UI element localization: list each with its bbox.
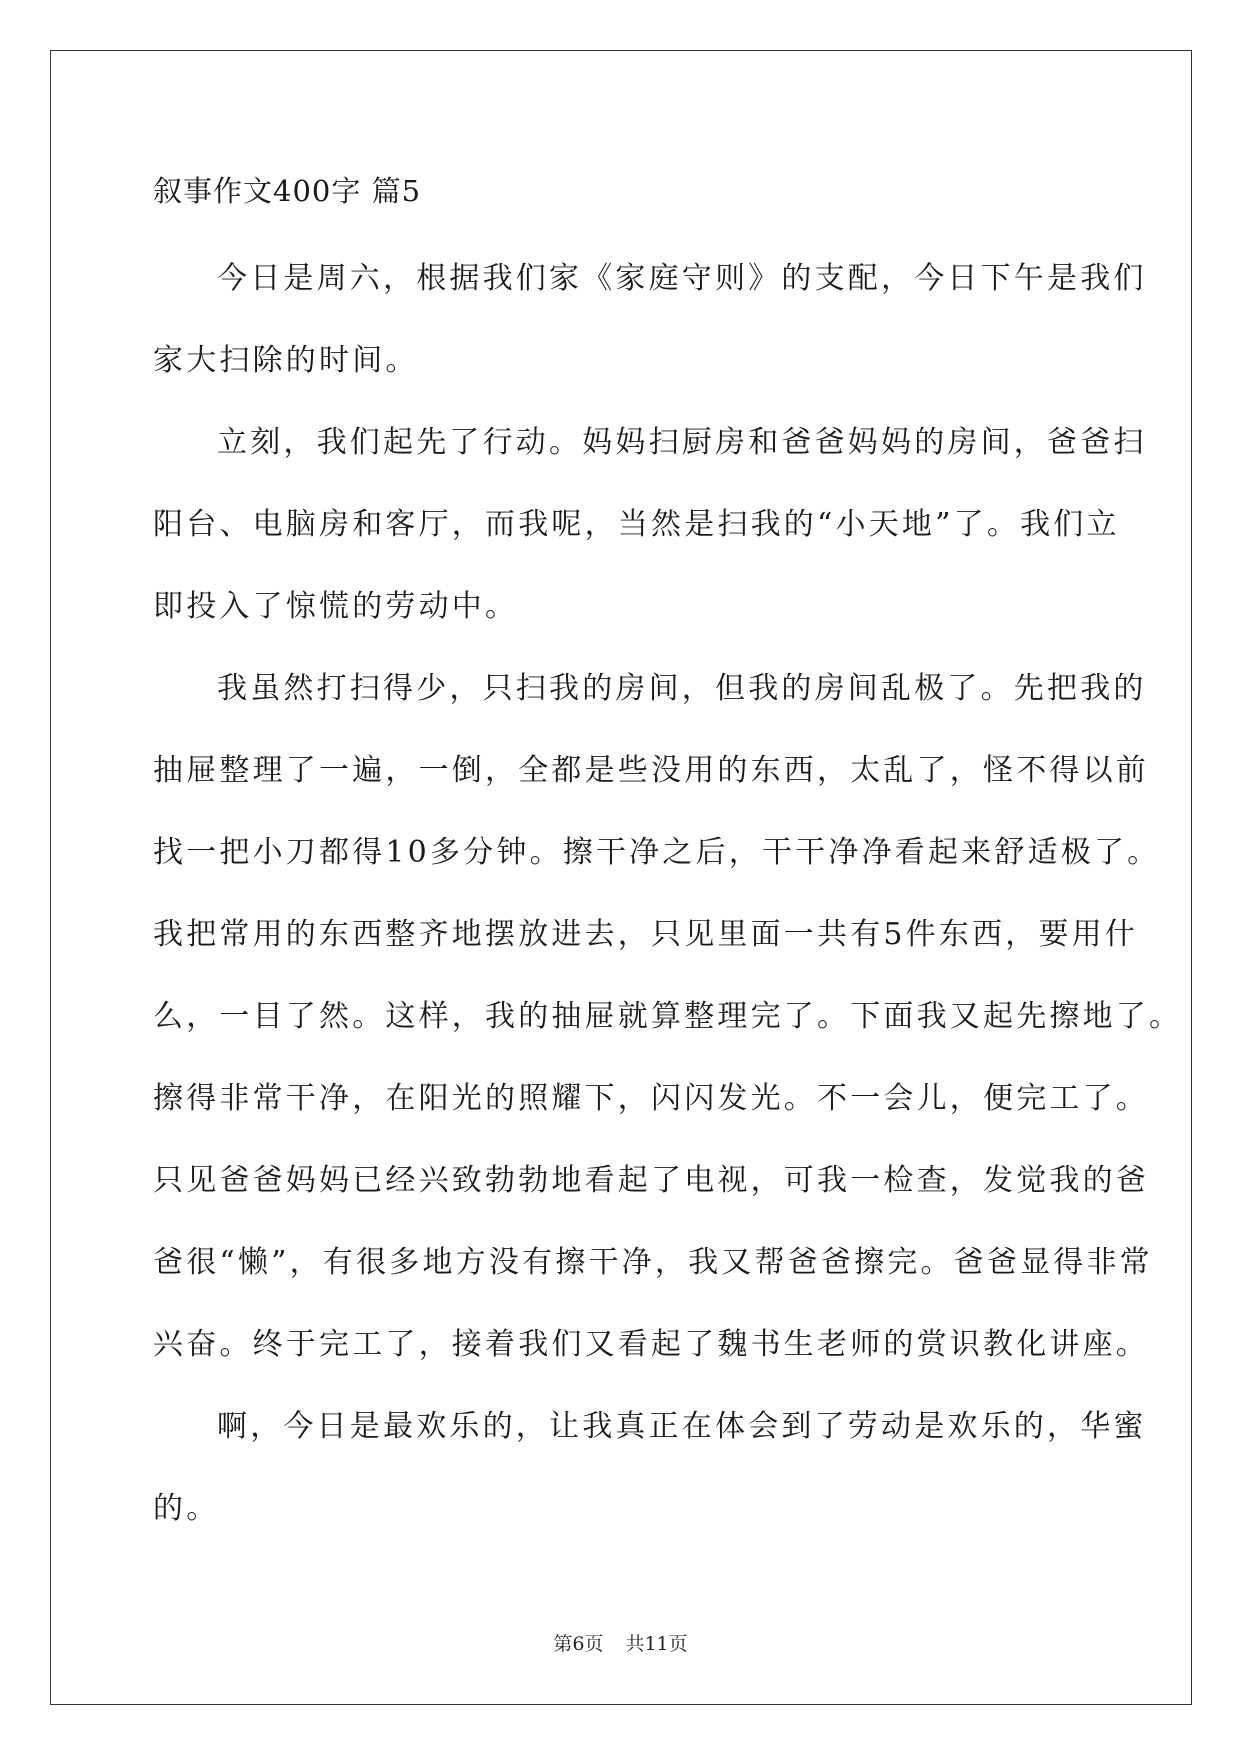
text-line: 只见爸爸妈妈已经兴致勃勃地看起了电视，可我一检查，发觉我的爸	[153, 1163, 1149, 1198]
page-footer	[0, 1632, 1241, 1656]
document-body	[153, 166, 1183, 1566]
document-title: 叙事作文400字 篇5	[153, 174, 422, 208]
text-line: 阳台、电脑房和客厅，而我呢，当然是扫我的“小天地”了。我们立	[153, 507, 1120, 542]
text-line: 即投入了惊慌的劳动中。	[153, 589, 519, 624]
text-line: 的。	[153, 1491, 220, 1526]
text-line: 擦得非常干净，在阳光的照耀下，闪闪发光。不一会儿，便完工了。	[153, 1081, 1149, 1116]
text-line: 我把常用的东西整齐地摆放进去，只见里面一共有5件东西，要用什	[153, 917, 1139, 952]
text-line: 啊，今日是最欢乐的，让我真正在体会到了劳动是欢乐的，华蜜	[217, 1409, 1147, 1444]
page-number: 第6页	[553, 1633, 604, 1655]
text-line: 找一把小刀都得10多分钟。擦干净之后，干干净净看起来舒适极了。	[153, 835, 1161, 870]
text-line: 我虽然打扫得少，只扫我的房间，但我的房间乱极了。先把我的	[217, 671, 1147, 706]
text-line: 兴奋。终于完工了，接着我们又看起了魏书生老师的赏识教化讲座。	[153, 1327, 1149, 1362]
page-total: 共11页	[625, 1633, 688, 1655]
paragraph-lines	[153, 254, 1183, 1566]
text-line: 立刻，我们起先了行动。妈妈扫厨房和爸爸妈妈的房间，爸爸扫	[217, 425, 1147, 460]
text-line: 今日是周六，根据我们家《家庭守则》的支配，今日下午是我们	[217, 261, 1147, 296]
text-line: 么，一目了然。这样，我的抽屉就算整理完了。下面我又起先擦地了。	[153, 999, 1183, 1034]
text-line: 抽屉整理了一遍，一倒，全都是些没用的东西，太乱了，怪不得以前	[153, 753, 1149, 788]
text-line: 爸很“懒”，有很多地方没有擦干净，我又帮爸爸擦完。爸爸显得非常	[153, 1245, 1153, 1280]
text-line: 家大扫除的时间。	[153, 343, 419, 378]
